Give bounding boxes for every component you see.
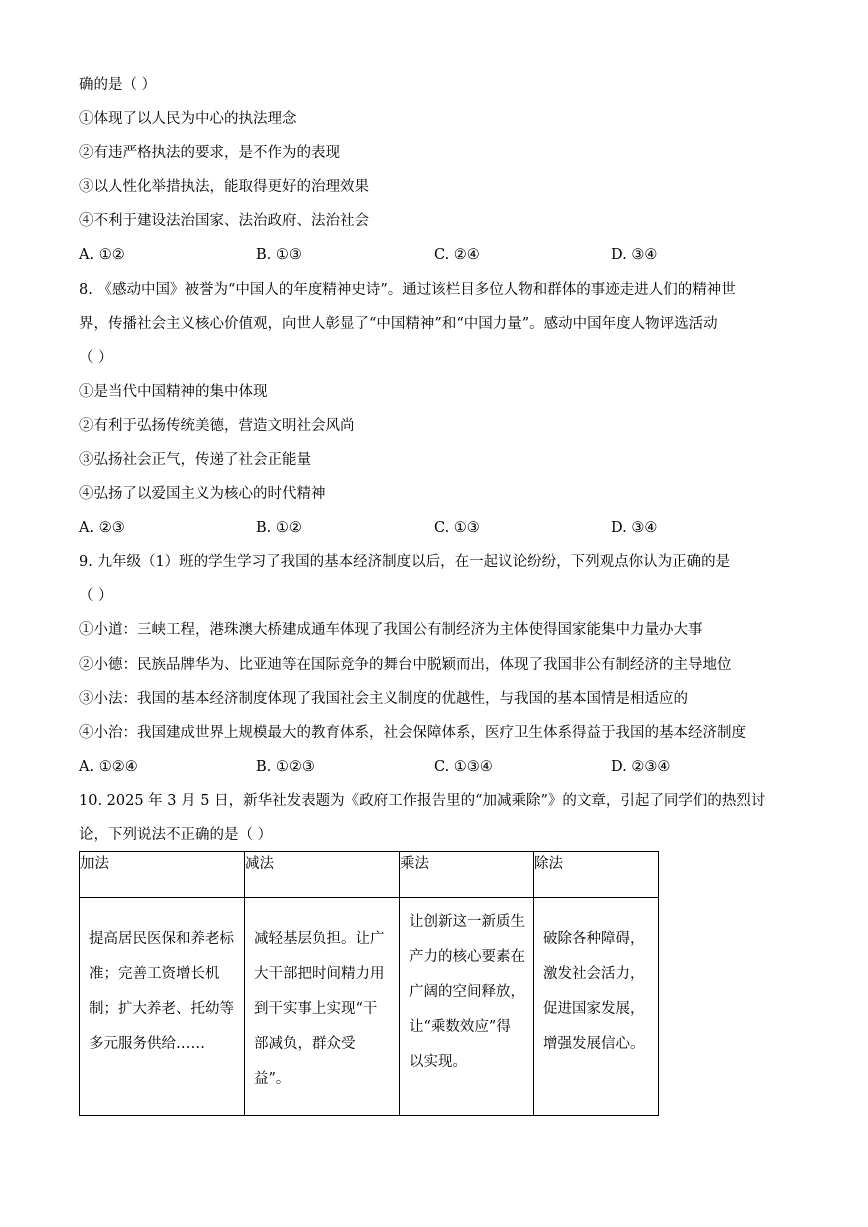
cell-addition [80,898,245,1116]
cell-subtraction-text: 减轻基层负担。让广大干部把时间精力用到干实事上实现“干部减负，群众受益”。 [254,931,385,1087]
q8-item-4: ④弘扬了以爱国主义为核心的时代精神 [79,486,326,502]
q8-stem-line-3: （ ） [79,350,113,366]
q7-option-d: D. ③④ [611,247,658,263]
q8-option-b: B. ①② [256,520,302,536]
q8-item-1: ①是当代中国精神的集中体现 [79,384,268,400]
q9-stem-line-2: （ ） [79,588,113,604]
header-division: 除法 [534,852,659,898]
cell-division [534,898,659,1116]
q10-stem-line-1: 10. 2025 年 3 月 5 日，新华社发表题为《政府工作报告里的“加减乘除”》的文章，引起了同学们的热烈讨 [79,793,766,809]
q9-option-d: D. ②③④ [611,759,671,775]
q10-table [79,851,659,1116]
q9-item-2: ②小德：民族品牌华为、比亚迪等在国际竞争的舞台中脱颖而出，体现了我国非公有制经济的主导地位 [79,657,732,673]
cell-multiplication-text: 让创新这一新质生产力的核心要素在广阔的空间释放，让“乘数效应”得以实现。 [409,914,525,1070]
header-addition: 加法 [80,852,245,898]
q7-option-a: A. ①② [79,247,125,263]
header-multiplication: 乘法 [400,852,534,898]
cell-subtraction [245,898,400,1116]
q9-item-1: ①小道：三峡工程，港珠澳大桥建成通车体现了我国公有制经济为主体使得国家能集中力量办大事 [79,622,703,638]
q8-stem-line-1: 8. 《感动中国》被誉为“中国人的年度精神史诗”。通过该栏目多位人物和群体的事迹走进人们的精神世 [79,282,736,298]
q7-option-c: C. ②④ [434,247,480,263]
q7-stem-tail: 确的是（ ） [79,77,157,93]
q9-option-a: A. ①②④ [79,759,138,775]
header-subtraction: 减法 [245,852,400,898]
q7-item-3: ③以人性化举措执法，能取得更好的治理效果 [79,179,369,195]
q8-stem-line-2: 界，传播社会主义核心价值观，向世人彰显了“中国精神”和“中国力量”。感动中国年度人物评选活动 [79,316,718,332]
q9-stem-line-1: 9. 九年级（1）班的学生学习了我国的基本经济制度以后，在一起议论纷纷，下列观点你认为正确的是 [79,554,731,570]
q8-item-3: ③弘扬社会正气，传递了社会正能量 [79,452,311,468]
q7-option-b: B. ①③ [256,247,302,263]
table-header-row [80,852,659,898]
cell-multiplication [400,898,534,1116]
cell-division-text: 破除各种障碍，激发社会活力，促进国家发展，增强发展信心。 [543,931,645,1052]
q9-item-4: ④小治：我国建成世界上规模最大的教育体系，社会保障体系，医疗卫生体系得益于我国的基本经济制度 [79,725,746,741]
q7-item-1: ①体现了以人民为中心的执法理念 [79,111,297,127]
q9-item-3: ③小法：我国的基本经济制度体现了我国社会主义制度的优越性，与我国的基本国情是相适应的 [79,691,688,707]
q7-item-2: ②有违严格执法的要求，是不作为的表现 [79,145,340,161]
q8-item-2: ②有利于弘扬传统美德，营造文明社会风尚 [79,418,355,434]
table-row [80,898,659,1116]
q8-option-c: C. ①③ [434,520,480,536]
q8-option-a: A. ②③ [79,520,125,536]
q10-stem-line-2: 论，下列说法不正确的是（ ） [79,827,273,843]
cell-addition-text: 提高居民医保和养老标准；完善工资增长机制；扩大养老、托幼等多元服务供给…… [89,931,234,1052]
q7-item-4: ④不利于建设法治国家、法治政府、法治社会 [79,213,369,229]
q9-option-c: C. ①③④ [434,759,493,775]
q9-option-b: B. ①②③ [256,759,315,775]
q8-option-d: D. ③④ [611,520,658,536]
